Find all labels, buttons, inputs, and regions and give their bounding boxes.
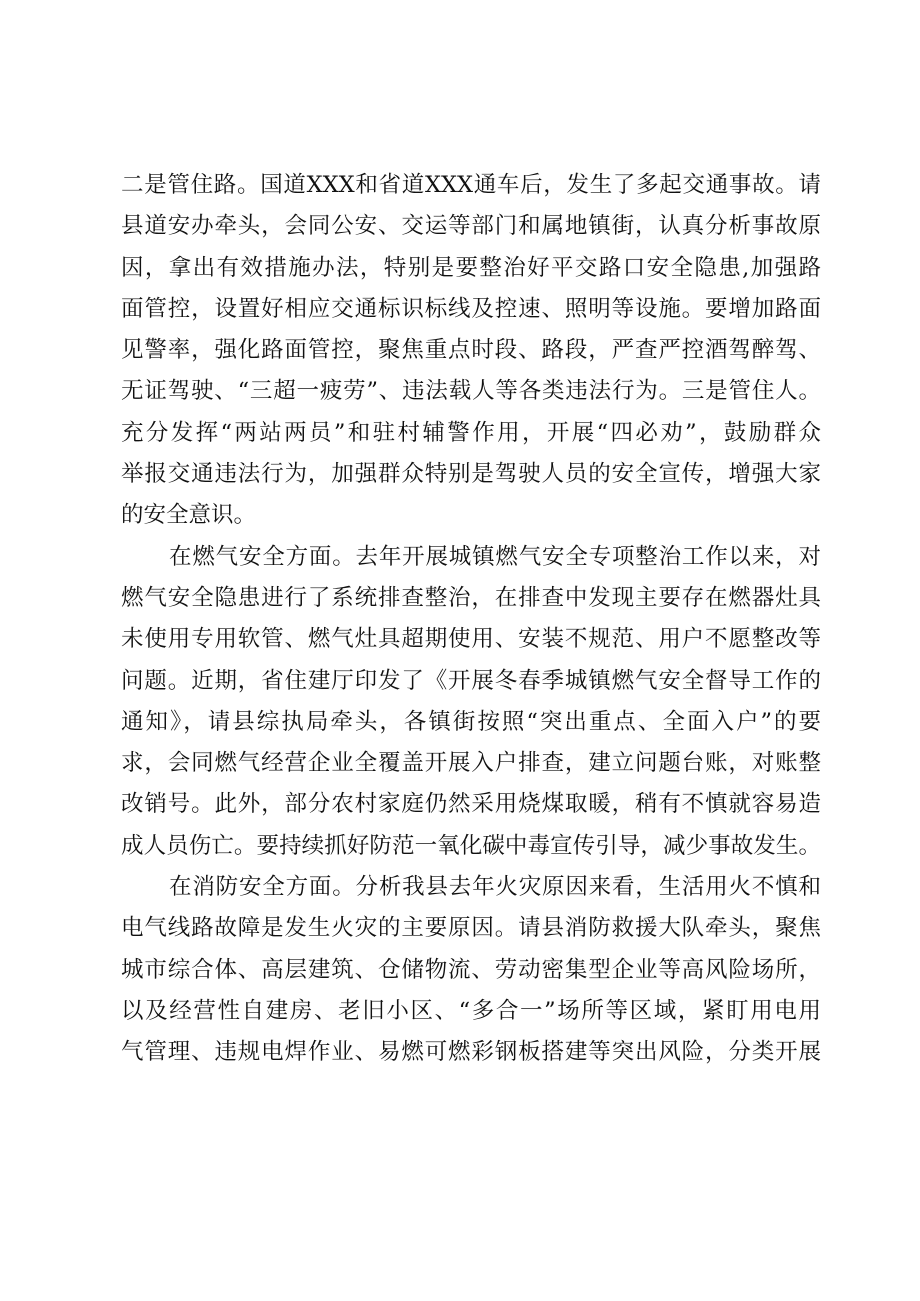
text-line: 的安全意识。: [121, 502, 257, 529]
text-line: 未使用专用软管、燃气灶具超期使用、安装不规范、用户不愿整改等: [121, 626, 821, 653]
text-line: 见警率，强化路面管控，聚焦重点时段、路段，严查严控酒驾醉驾、: [121, 337, 821, 364]
text-line: 二是管住路。国道XXX和省道XXX通车后，发生了多起交通事故。请: [121, 172, 821, 198]
paragraph-start-line: 在燃气安全方面。去年开展城镇燃气安全专项整治工作以来，对: [169, 543, 821, 570]
text-line: 因，拿出有效措施办法，特别是要整治好平交路口安全隐患,加强路: [121, 254, 821, 281]
body-text: [121, 165, 821, 1074]
text-line: 通知》，请县综执局牵头，各镇街按照“突出重点、全面入户”的要: [121, 708, 821, 735]
text-line: 县道安办牵头，会同公安、交运等部门和属地镇街，认真分析事故原: [121, 213, 821, 240]
text-line: 成人员伤亡。要持续抓好防范一氧化碳中毒宣传引导，减少事故发生。: [121, 832, 821, 859]
text-line: 面管控，设置好相应交通标识标线及控速、照明等设施。要增加路面: [121, 295, 821, 322]
text-line: 充分发挥“两站两员”和驻村辅警作用，开展“四必劝”，鼓励群众: [121, 419, 821, 446]
text-line: 求，会同燃气经营企业全覆盖开展入户排查，建立问题台账，对账整: [121, 750, 821, 777]
text-line: 气管理、违规电焊作业、易燃可燃彩钢板搭建等突出风险，分类开展: [121, 1039, 821, 1066]
paragraph-start-line: 在消防安全方面。分析我县去年火灾原因来看，生活用火不慎和: [169, 874, 821, 901]
text-line: 举报交通违法行为，加强群众特别是驾驶人员的安全宣传，增强大家: [121, 461, 821, 488]
text-line: 改销号。此外，部分农村家庭仍然采用烧煤取暖，稍有不慎就容易造: [121, 791, 821, 818]
text-line: 电气线路故障是发生火灾的主要原因。请县消防救援大队牵头，聚焦: [121, 915, 821, 942]
text-line: 燃气安全隐患进行了系统排查整治，在排查中发现主要存在燃器灶具: [121, 584, 821, 611]
text-line: 问题。近期，省住建厅印发了《开展冬春季城镇燃气安全督导工作的: [121, 667, 821, 694]
text-line: 城市综合体、高层建筑、仓储物流、劳动密集型企业等高风险场所，: [121, 956, 821, 983]
text-line: 无证驾驶、“三超一疲劳”、违法载人等各类违法行为。三是管住人。: [121, 378, 821, 405]
text-line: 以及经营性自建房、老旧小区、“多合一”场所等区域，紧盯用电用: [121, 997, 821, 1024]
